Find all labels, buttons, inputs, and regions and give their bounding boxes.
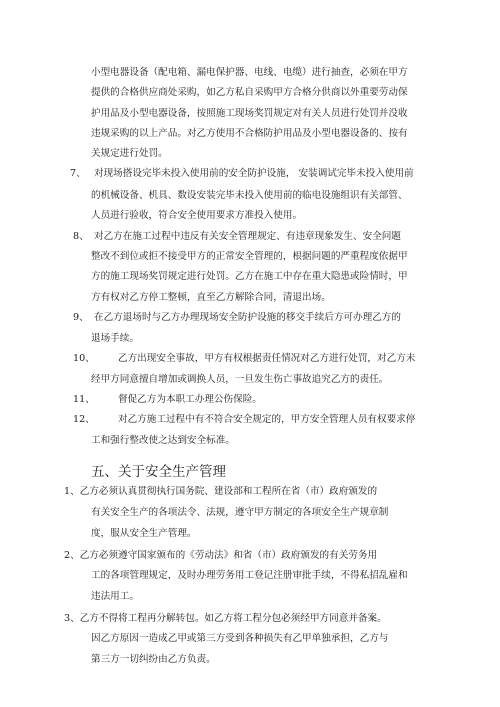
intro-line: 提供的合格供应商处采购，如乙方私自采购甲方合格分供商以外重要劳动保 [91,87,408,98]
section-line: 度，服从安全生产管理。 [91,528,197,539]
section-line: 1、乙方必须认真贯彻执行国务院、建设部和工程所在省（市）政府颁发的 [64,486,378,497]
item-line: 乙方出现安全事故，甲方有权根据责任情况对乙方进行处罚，对乙方未 [118,353,416,364]
item-line: 对现场搭设完毕未投入使用前的安全防护设施， 安装调试完毕未投入使用前 [94,168,414,179]
item-line: 退场手续。 [91,333,139,344]
section-line: 第三方一切纠纷由乙方负责。 [91,654,216,665]
section-line: 违法用工。 [91,591,139,602]
intro-line: 违规采购的以上产品。对乙方使用不合格防护用品及小型电器设备的、按有 [91,128,408,139]
intro-line: 关规定进行处罚。 [91,148,168,159]
item-line: 方的施工现场奖罚规定进行处罚。乙方在施工中存在重大隐患或险情时，甲 [91,271,408,282]
item-number: 11、 [73,394,95,405]
section-line: 因乙方原因一造成乙甲或第三方受到各种损失有乙甲单独承担，乙方与 [91,633,389,644]
item-line: 在乙方退场时与乙方办理现场安全防护设施的移交手续后方可办理乙方的 [94,312,401,323]
section-line: 工的各项管理规定，及时办理劳务用工登记注册审批手续，不得私招乱雇和 [91,570,408,581]
item-line: 的机械设备、机具、数设安装完毕未投入使用前的临电设施组识有关部管、 [91,190,408,201]
item-line: 督促乙方为本职工办理公伤保险。 [118,394,262,405]
item-number: 9、 [73,312,89,323]
section-line: 有关安全生产的各项法令、法规，遵守甲方制定的各项安全生产规章制 [91,507,389,518]
item-line: 人员进行验收，符合安全使用要求方准投入使用。 [91,210,303,221]
item-number: 10、 [73,353,95,364]
item-number: 7、 [70,168,86,179]
item-line: 经甲方同意擅自增加或调换人员，一旦发生伤亡事故追究乙方的责任。 [91,374,389,385]
intro-line: 护用品及小型电器设备，按照施工现场奖罚规定对有关人员进行处罚并没收 [91,108,408,119]
section-line: 2、乙方必须遵守国家颁布的《劳动法》和省（市）政府颁发的有关劳务用 [64,550,378,561]
item-line: 整改不到位或拒不接受甲方的正常安全管理的，根据问题的严重程度依据甲 [91,251,408,262]
item-line: 工和强行整改使之达到安全标准。 [91,435,235,446]
item-line: 方有权对乙方停工整顿，直至乙方解除合同，清退出场。 [91,292,331,303]
item-number: 8、 [73,231,89,242]
item-line: 对乙方施工过程中有不符合安全规定的，甲方安全管理人员有权要求停 [118,414,416,425]
item-number: 12、 [73,414,95,425]
intro-line: 小型电器设备（配电箱、漏电保护器、电线、电缆）进行抽查，必须在甲方 [91,67,408,78]
section-title: 五、关于安全生产管理 [91,464,226,480]
item-line: 对乙方在施工过程中违反有关安全管理规定、有违章现象发生、安全问题 [94,231,401,242]
section-line: 3、乙方不得将工程再分解转包。如乙方将工程分包必须经甲方同意并备案。 [64,613,387,624]
